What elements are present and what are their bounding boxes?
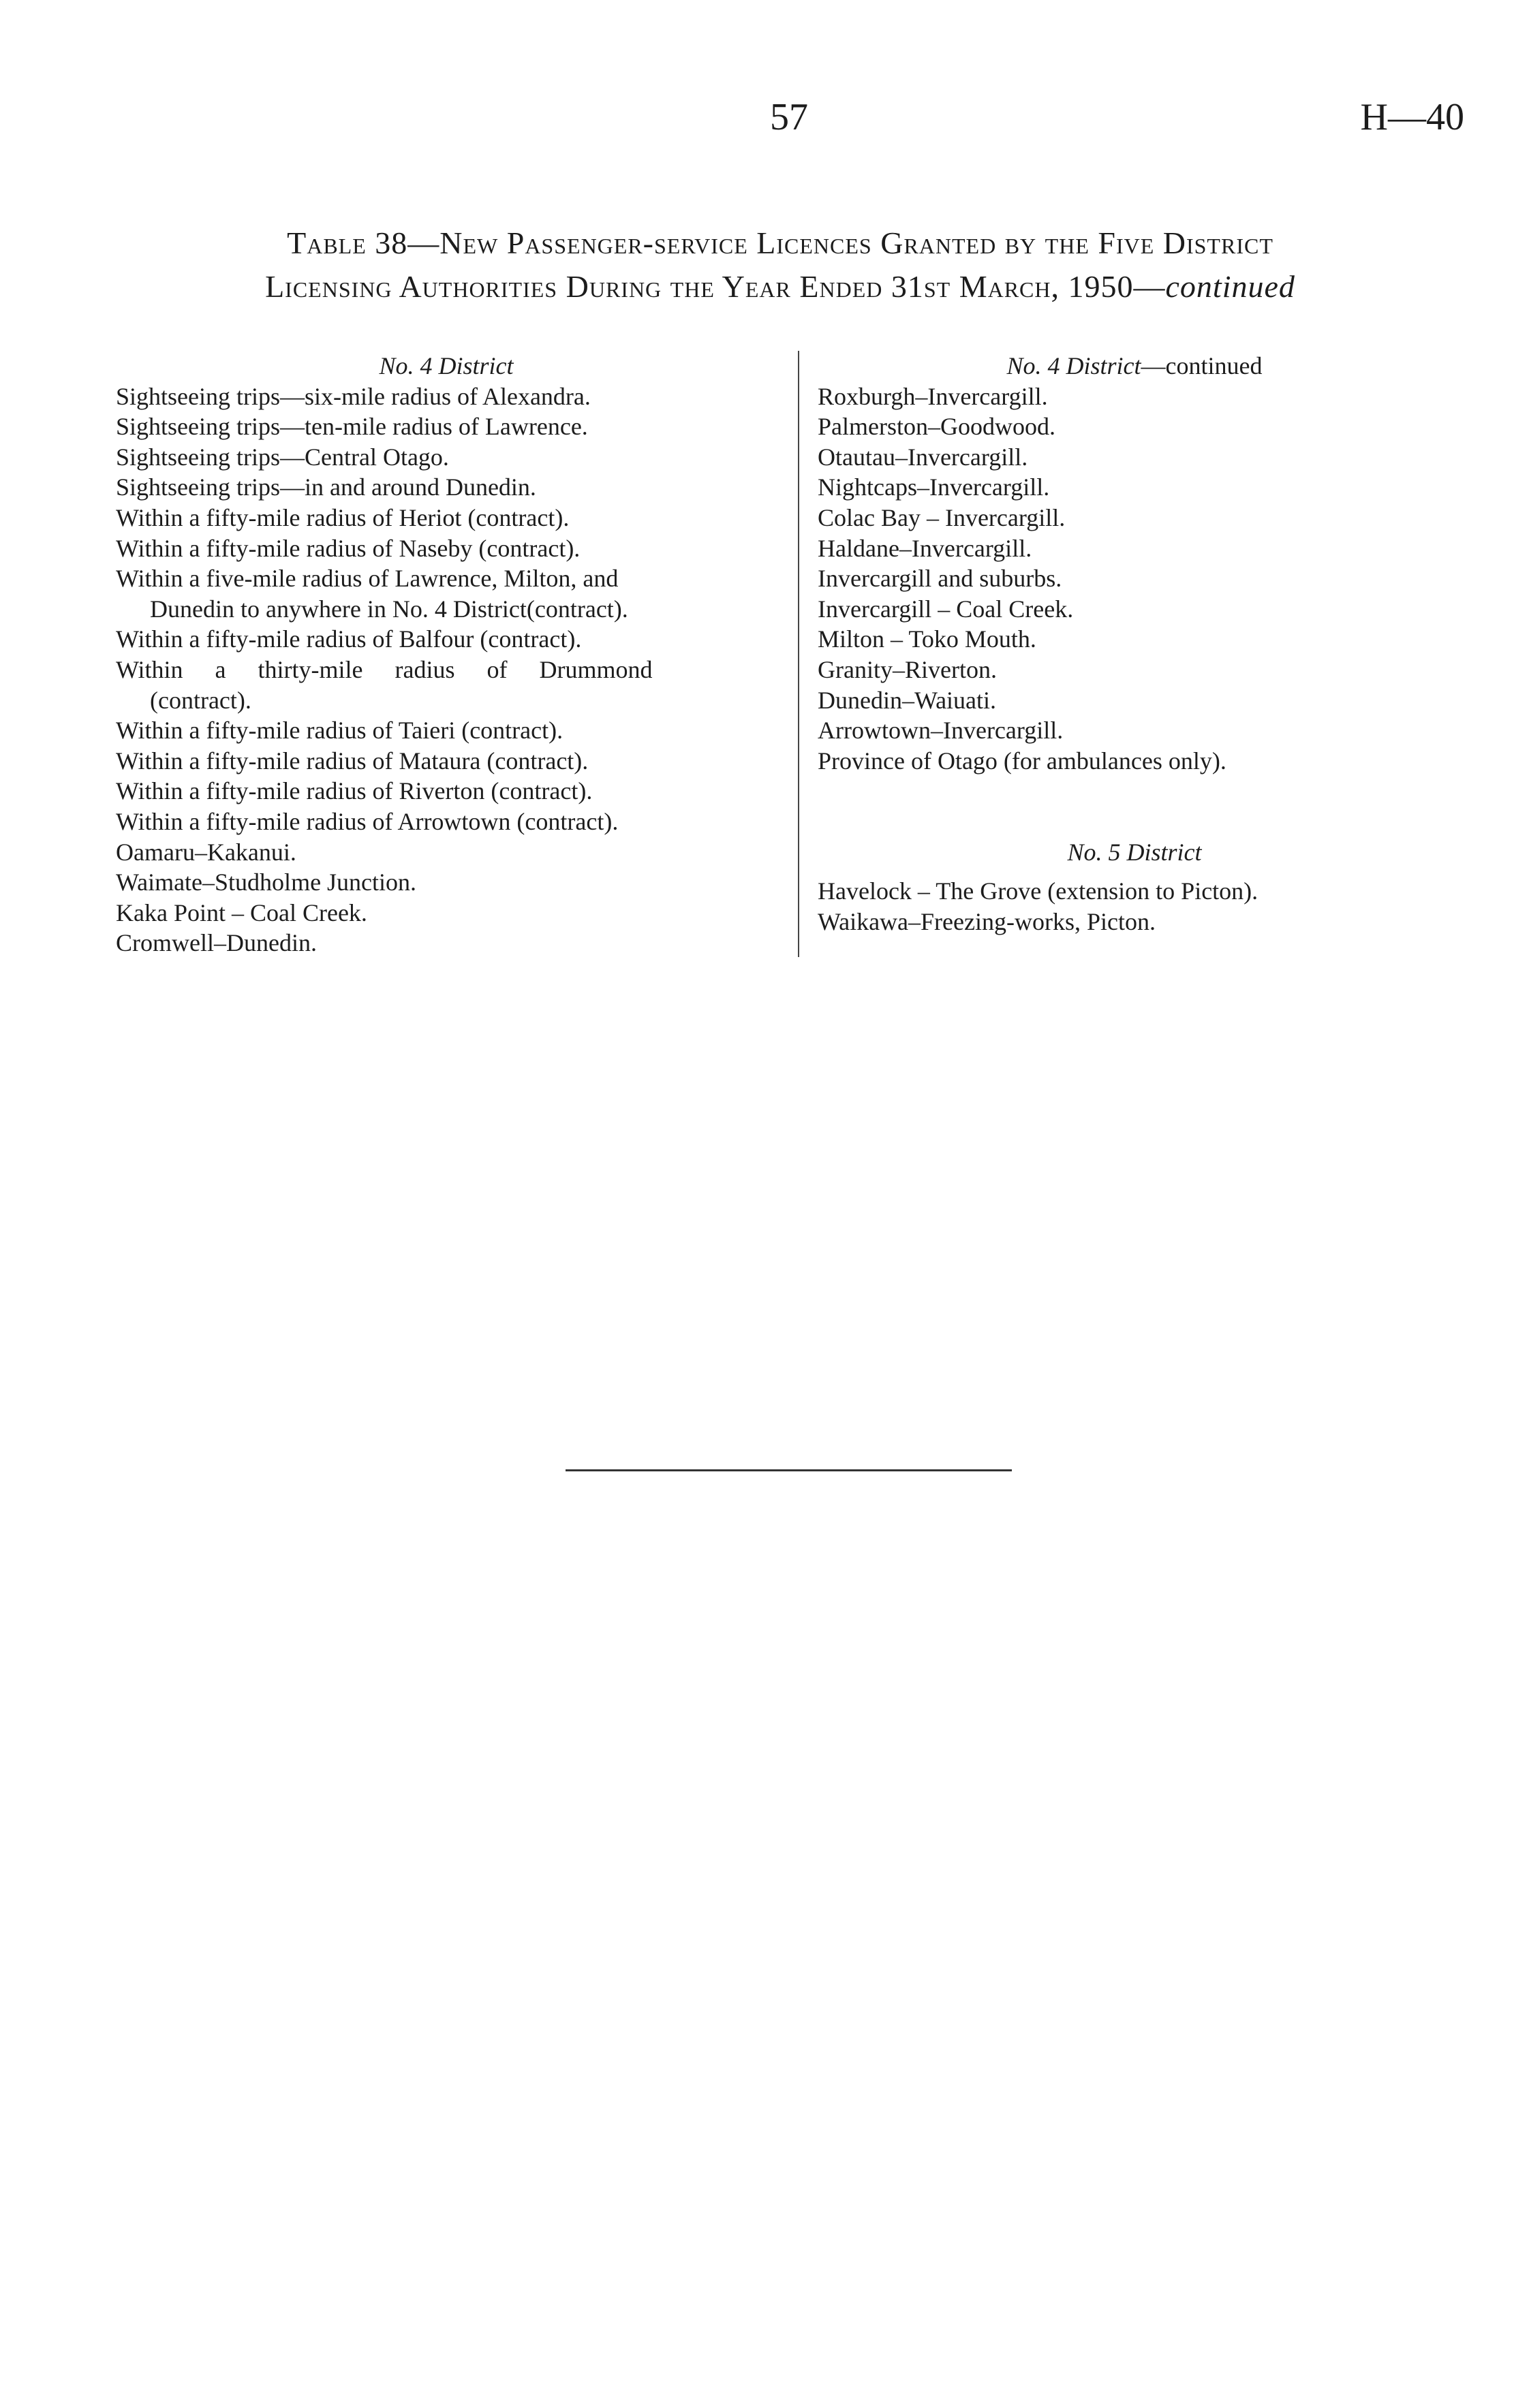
right-column (818, 351, 1451, 937)
column-divider (798, 351, 799, 957)
page-number: 57 (770, 96, 808, 138)
right-column-heading-district: No. 4 District (1006, 352, 1141, 379)
list-item: Within a fifty-mile radius of Balfour (contract). (116, 625, 582, 653)
list-item: Colac Bay – Invercargill. (818, 503, 1066, 531)
list-item (116, 655, 777, 685)
list-item: Within a five-mile radius of Lawrence, Milton, and (116, 565, 619, 593)
list-item: Roxburgh–Invercargill. (818, 382, 1048, 410)
list-item: Sightseeing trips—Central Otago. (116, 443, 449, 471)
table-title-line-1: Table 38—New Passenger-service Licences Granted by the Five District (287, 225, 1273, 260)
page-reference: H—40 (1360, 96, 1464, 138)
list-item: Haldane–Invercargill. (818, 534, 1032, 562)
list-item: Waikawa–Freezing-works, Picton. (818, 907, 1156, 935)
list-item: Sightseeing trips—in and around Dunedin. (116, 473, 536, 501)
list-item: Oamaru–Kakanui. (116, 838, 296, 866)
list-item: Havelock – The Grove (extension to Picton). (818, 877, 1258, 905)
list-item: Province of Otago (for ambulances only). (818, 747, 1226, 775)
list-item: Otautau–Invercargill. (818, 443, 1028, 471)
right-column-heading (818, 351, 1451, 381)
list-item: Within a fifty-mile radius of Mataura (contract). (116, 747, 589, 775)
right-column-heading-continued: —continued (1141, 352, 1263, 379)
list-item: Kaka Point – Coal Creek. (116, 898, 367, 926)
list-item: Within a fifty-mile radius of Naseby (contract). (116, 534, 581, 562)
list-item: Milton – Toko Mouth. (818, 625, 1036, 653)
list-item: Nightcaps–Invercargill. (818, 473, 1050, 501)
list-item: Granity–Riverton. (818, 655, 997, 683)
list-item-text: Within a thirty-mile radius of Drummond (116, 655, 653, 683)
list-item: Within a fifty-mile radius of Riverton (contract). (116, 777, 593, 805)
list-item: Invercargill and suburbs. (818, 565, 1062, 593)
section-spacer (818, 776, 1451, 837)
list-item: Invercargill – Coal Creek. (818, 595, 1074, 623)
list-item: Dunedin–Waiuati. (818, 686, 997, 714)
list-item-continuation-text: Dunedin to anywhere in No. 4 District(contract). (150, 595, 628, 623)
section-end-rule (566, 1469, 1012, 1471)
list-item: Within a fifty-mile radius of Heriot (contract). (116, 503, 570, 531)
list-item: Palmerston–Goodwood. (818, 413, 1055, 441)
list-item: Arrowtown–Invercargill. (818, 717, 1064, 745)
right-column-heading-2: No. 5 District (1067, 839, 1202, 866)
list-item: Within a fifty-mile radius of Arrowtown (contract). (116, 807, 619, 835)
list-item: Waimate–Studholme Junction. (116, 869, 417, 896)
table-title-continued: continued (1165, 269, 1295, 304)
table-title-line-2 (102, 265, 1458, 309)
left-column (116, 351, 777, 958)
list-item-continuation-text: (contract). (150, 686, 251, 714)
licence-columns (116, 351, 1451, 964)
list-item-continuation (116, 594, 777, 625)
list-item: Cromwell–Dunedin. (116, 929, 317, 957)
table-title-line-2-main: Licensing Authorities During the Year Ended 31st March, 1950— (265, 269, 1166, 304)
list-item: Sightseeing trips—ten-mile radius of Lawrence. (116, 413, 588, 441)
list-item: Sightseeing trips—six-mile radius of Alexandra. (116, 382, 591, 410)
left-column-heading: No. 4 District (379, 352, 514, 379)
table-title (102, 221, 1458, 309)
list-item: Within a fifty-mile radius of Taieri (contract). (116, 717, 563, 745)
list-item-continuation (116, 685, 777, 716)
